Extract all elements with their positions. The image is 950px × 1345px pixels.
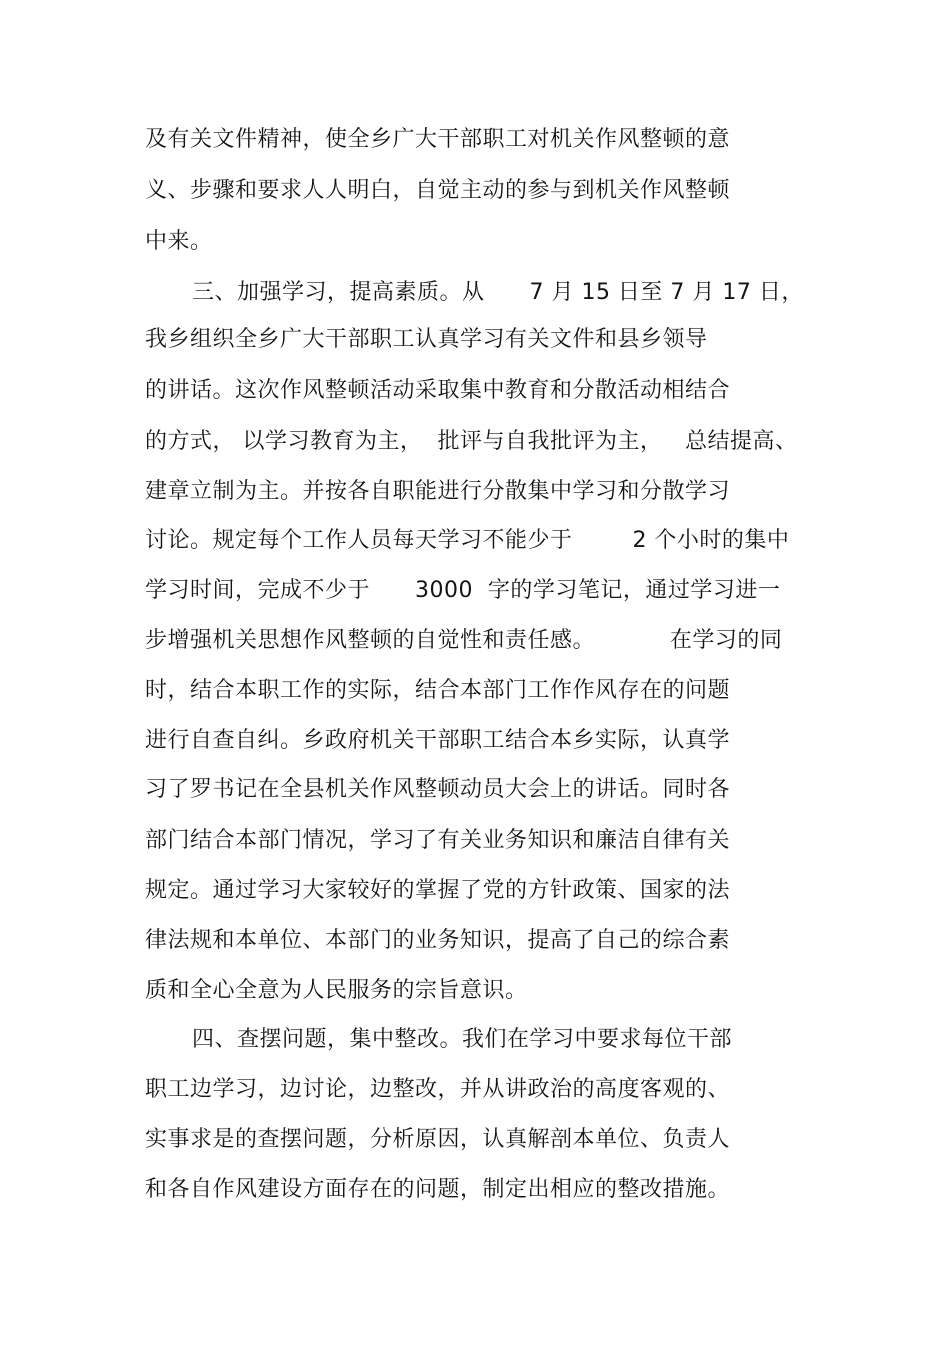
text-line: 规定。通过学习大家较好的掌握了党的方针政策、国家的法 <box>145 878 731 903</box>
text-line: 的讲话。这次作风整顿活动采取集中教育和分散活动相结合 <box>145 378 731 403</box>
text-line: 质和全心全意为人民服务的宗旨意识。 <box>145 978 528 1003</box>
text-line: 部门结合本部门情况，学习了有关业务知识和廉洁自律有关 <box>145 828 731 853</box>
text-line: 步增强机关思想作风整顿的自觉性和责任感。 在学习的同 <box>145 628 783 653</box>
text-line: 我乡组织全乡广大干部职工认真学习有关文件和县乡领导 <box>145 327 708 352</box>
text-line: 职工边学习，边讨论，边整改，并从讲政治的高度客观的、 <box>145 1077 731 1102</box>
text-line: 时，结合本职工作的实际，结合本部门工作作风存在的问题 <box>145 678 731 703</box>
text-line: 律法规和本单位、本部门的业务知识，提高了自己的综合素 <box>145 928 731 953</box>
text-line: 义、步骤和要求人人明白，自觉主动的参与到机关作风整顿 <box>145 178 731 203</box>
section-heading-line: 四、查摆问题，集中整改。我们在学习中要求每位干部 <box>192 1027 733 1052</box>
text-line: 学习时间，完成不少于 3000 字的学习笔记，通过学习进一 <box>145 578 781 603</box>
text-line: 讨论。规定每个工作人员每天学习不能少于 2 个小时的集中 <box>145 528 790 553</box>
section-heading-line: 三、加强学习，提高素质。从 7 月 15 日至 7 月 17 日， <box>192 280 804 305</box>
text-line: 实事求是的查摆问题，分析原因，认真解剖本单位、负责人 <box>145 1127 731 1152</box>
text-line: 的方式， 以学习教育为主， 批评与自我批评为主， 总结提高、 <box>145 429 798 454</box>
text-line: 中来。 <box>145 229 213 254</box>
text-line: 进行自查自纠。乡政府机关干部职工结合本乡实际，认真学 <box>145 728 731 753</box>
text-line: 及有关文件精神，使全乡广大干部职工对机关作风整顿的意 <box>145 127 731 152</box>
text-line: 建章立制为主。并按各自职能进行分散集中学习和分散学习 <box>145 479 731 504</box>
text-line: 和各自作风建设方面存在的问题，制定出相应的整改措施。 <box>145 1177 731 1202</box>
text-line: 习了罗书记在全县机关作风整顿动员大会上的讲话。同时各 <box>145 777 731 802</box>
